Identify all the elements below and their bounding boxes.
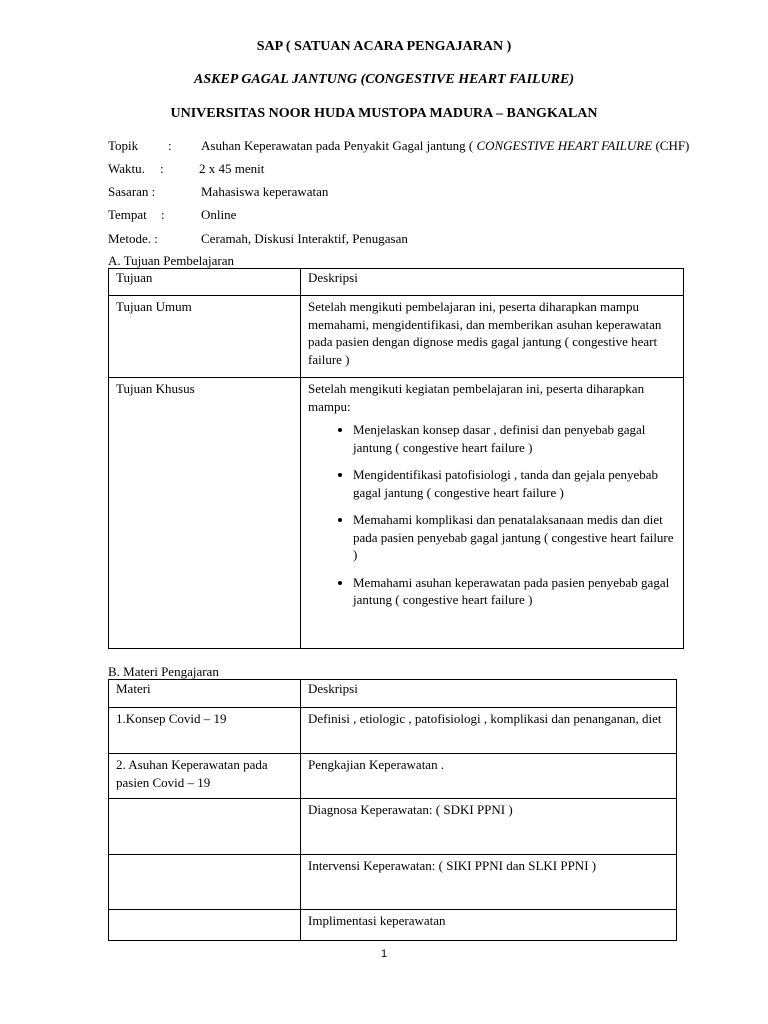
- topik-value-post: (CHF): [652, 138, 690, 153]
- section-a-heading: A. Tujuan Pembelajaran: [108, 253, 235, 268]
- metode-label: Metode. :: [108, 231, 158, 246]
- waktu-value: 2 x 45 menit: [199, 161, 265, 176]
- topik-colon: :: [168, 138, 172, 153]
- topik-label: Topik: [108, 138, 139, 153]
- metode-value: Ceramah, Diskusi Interaktif, Penugasan: [201, 231, 408, 246]
- table-cell-label: [109, 855, 301, 910]
- sasaran-value: Mahasiswa keperawatan: [201, 184, 329, 199]
- table-cell-description: Implimentasi keperawatan: [301, 910, 677, 941]
- table-header-row: [109, 680, 677, 708]
- list-item: • Menjelaskan konsep dasar , definisi dan penyebab gagal jantung ( congestive heart failure ): [353, 421, 676, 456]
- table-cell-label: Tujuan Khusus: [109, 378, 301, 649]
- table-cell-label: [109, 910, 301, 941]
- table-header-cell: Deskripsi: [301, 269, 684, 296]
- table-cell-description: Diagnosa Keperawatan: ( SDKI PPNI ): [301, 799, 677, 855]
- table-cell-description: Intervensi Keperawatan: ( SIKI PPNI dan SLKI PPNI ): [301, 855, 677, 910]
- waktu-colon: :: [160, 161, 164, 176]
- table-cell-description: Pengkajian Keperawatan .: [301, 754, 677, 799]
- topik-value-pre: Asuhan Keperawatan pada Penyakit Gagal jantung (: [201, 138, 477, 153]
- table-row: [109, 910, 677, 941]
- table-cell-label: [109, 799, 301, 855]
- list-item: • Mengidentifikasi patofisiologi , tanda dan gejala penyebab gagal jantung ( congestive heart failure ): [353, 466, 676, 501]
- table-row: [109, 754, 677, 799]
- table-cell-description: Definisi , etiologic , patofisiologi , komplikasi dan penanganan, diet: [301, 708, 677, 754]
- document-subtitle: ASKEP GAGAL JANTUNG (CONGESTIVE HEART FAILURE): [193, 72, 575, 87]
- waktu-label: Waktu.: [108, 161, 145, 176]
- table-cell-label: Tujuan Umum: [109, 296, 301, 378]
- tempat-label: Tempat: [108, 207, 147, 222]
- table-row: [109, 799, 677, 855]
- institution-name: UNIVERSITAS NOOR HUDA MUSTOPA MADURA – BANGKALAN: [170, 106, 598, 121]
- table-cell-label: 1.Konsep Covid – 19: [109, 708, 301, 754]
- table-header-cell: Deskripsi: [301, 680, 677, 708]
- table-cell-label: 2. Asuhan Keperawatan pada pasien Covid – 19: [109, 754, 301, 799]
- page-number: 1: [380, 948, 388, 960]
- section-b-heading: B. Materi Pengajaran: [108, 664, 219, 679]
- tempat-colon: :: [161, 207, 165, 222]
- table-cell-description: [301, 378, 684, 649]
- tujuan-khusus-intro: Setelah mengikuti kegiatan pembelajaran ini, peserta diharapkan mampu:: [308, 381, 645, 414]
- list-item: • Memahami asuhan keperawatan pada pasien penyebab gagal jantung ( congestive heart failure ): [353, 574, 676, 609]
- table-header-cell: Tujuan: [109, 269, 301, 296]
- tujuan-khusus-list: [308, 421, 676, 609]
- table-row: [109, 296, 684, 378]
- list-item: • Memahami komplikasi dan penatalaksanaan medis dan diet pada pasien penyebab gagal jantung ( congestive heart failure ): [353, 511, 676, 564]
- table-cell-description: Setelah mengikuti pembelajaran ini, peserta diharapkan mampu memahami, mengidentifikasi, dan memberikan asuhan keperawatan pada pasien dengan dignose medis gagal jantung ( congestive heart failure ): [301, 296, 684, 378]
- tempat-value: Online: [201, 207, 237, 222]
- document-title: SAP ( SATUAN ACARA PENGAJARAN ): [256, 39, 512, 54]
- topik-value-italic: CONGESTIVE HEART FAILURE: [476, 138, 653, 153]
- topik-value: [201, 138, 689, 154]
- table-header-cell: Materi: [109, 680, 301, 708]
- table-header-row: [109, 269, 684, 296]
- tujuan-table: [108, 268, 684, 649]
- table-row: [109, 855, 677, 910]
- table-row: [109, 378, 684, 649]
- sasaran-label: Sasaran :: [108, 184, 156, 199]
- materi-table: [108, 679, 677, 941]
- table-row: [109, 708, 677, 754]
